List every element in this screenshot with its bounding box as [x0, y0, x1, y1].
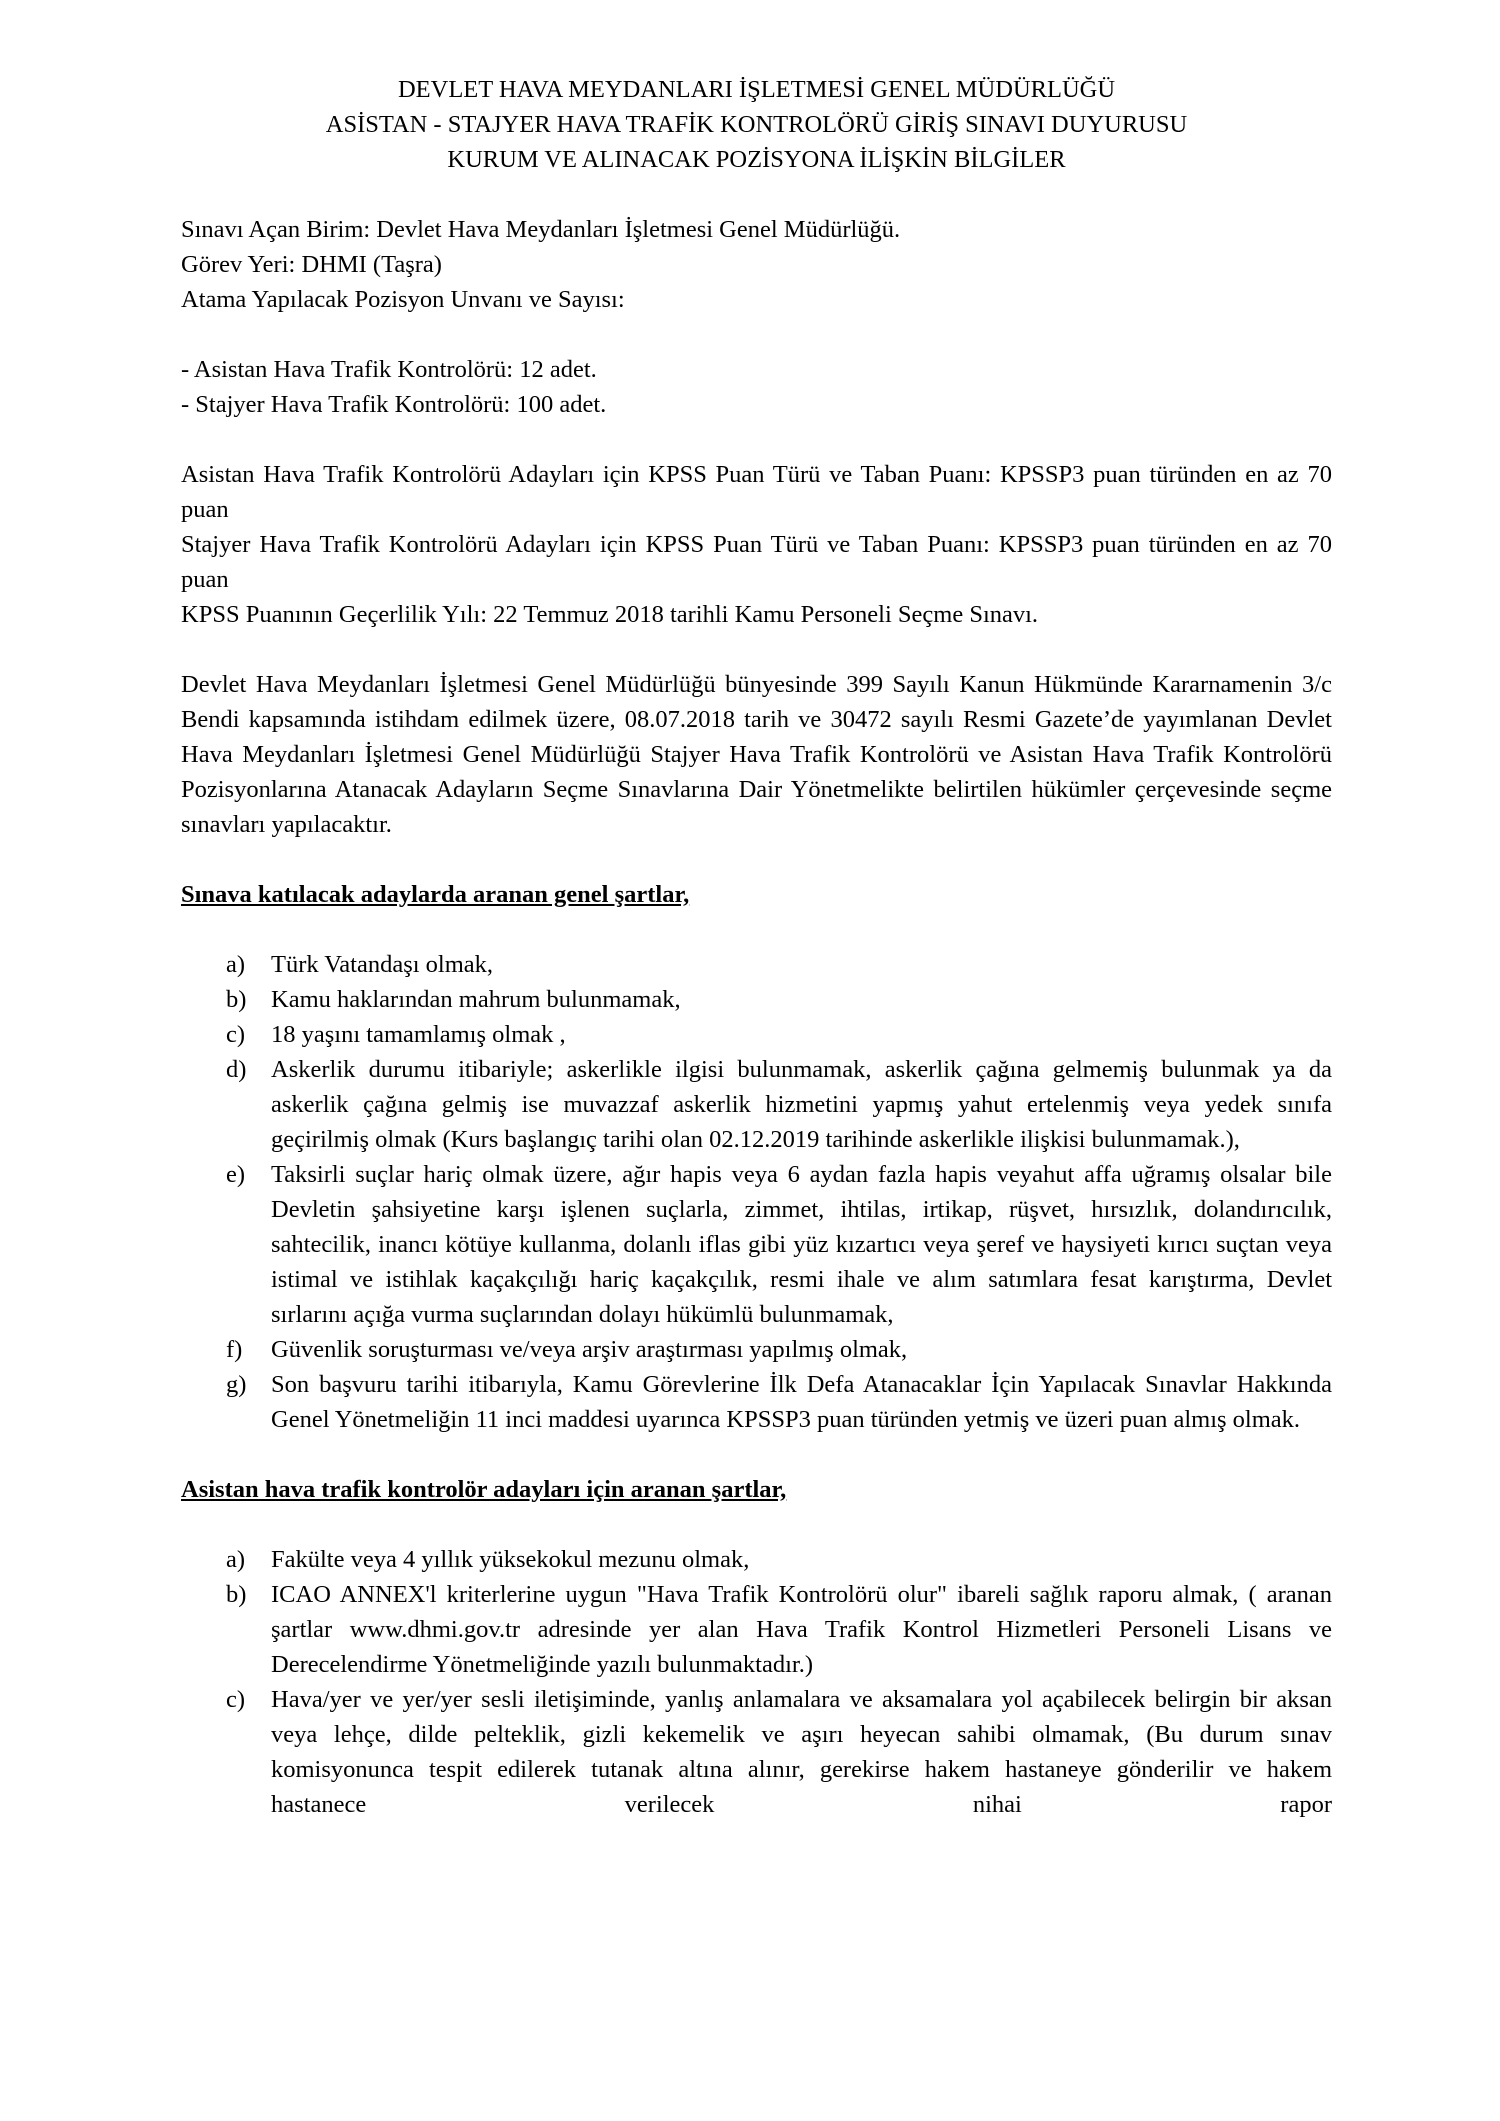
info-line: Atama Yapılacak Pozisyon Unvanı ve Sayısı:: [181, 286, 625, 313]
position-line: - Asistan Hava Trafik Kontrolörü: 12 adet.: [181, 356, 597, 383]
kpss-line: Asistan Hava Trafik Kontrolörü Adayları için KPSS Puan Türü ve Taban Puanı: KPSSP3 puan türünden en az 70 puan: [181, 461, 1332, 523]
kpss-line: Stajyer Hava Trafik Kontrolörü Adayları için KPSS Puan Türü ve Taban Puanı: KPSSP3 puan türünden en az 70 puan: [181, 531, 1332, 593]
item-label: d): [226, 1056, 247, 1083]
item-label: c): [226, 1686, 246, 1713]
assistant-requirements-list: [181, 1542, 1332, 1822]
list-item: [181, 982, 1332, 1017]
list-item: [181, 1052, 1332, 1157]
item-text: 18 yaşını tamamlamış olmak ,: [271, 1021, 566, 1048]
item-text: Türk Vatandaşı olmak,: [271, 951, 494, 978]
item-label: f): [226, 1336, 243, 1363]
info-line: Görev Yeri: DHMI (Taşra): [181, 251, 442, 278]
document-page: [181, 72, 1332, 1857]
item-text: Son başvuru tarihi itibarıyla, Kamu Görevlerine İlk Defa Atanacaklar İçin Yapılacak Sınavlar Hakkında Genel Yönetmeliğin 11 inci maddesi uyarınca KPSSP3 puan türünden yetmiş ve üzeri puan almış olmak.: [271, 1371, 1332, 1433]
title-line: KURUM VE ALINACAK POZİSYONA İLİŞKİN BİLGİLER: [447, 146, 1066, 173]
title-line: ASİSTAN - STAJYER HAVA TRAFİK KONTROLÖRÜ GİRİŞ SINAVI DUYURUSU: [325, 111, 1188, 138]
item-text: Kamu haklarından mahrum bulunmamak,: [271, 986, 681, 1013]
institution-info: [181, 212, 1332, 317]
list-item: [181, 1017, 1332, 1052]
list-item: [181, 1682, 1332, 1822]
item-text: Güvenlik soruşturması ve/veya arşiv araştırması yapılmış olmak,: [271, 1336, 908, 1363]
document-title: [181, 72, 1332, 177]
list-item: [181, 947, 1332, 982]
list-item: [181, 1542, 1332, 1577]
item-text: Taksirli suçlar hariç olmak üzere, ağır hapis veya 6 aydan fazla hapis veyahut affa uğramış olsalar bile Devletin şahsiyetine karşı işlenen suçlarla, zimmet, ihtilas, irtikap, rüşvet, hırsızlık, dolandırıcılık, sahtecilik, inancı kötüye kullanma, dolanlı iflas gibi yüz kızartıcı veya şeref ve haysiyeti kırıcı suçtan veya istimal ve istihlak kaçakçılığı hariç kaçakçılık, resmi ihale ve alım satımlara fesat karıştırma, Devlet sırlarını açığa vurma suçlarından dolayı hükümlü bulunmamak,: [271, 1161, 1332, 1328]
item-label: a): [226, 1546, 246, 1573]
item-label: g): [226, 1371, 247, 1398]
list-item: [181, 1332, 1332, 1367]
item-text: Hava/yer ve yer/yer sesli iletişiminde, yanlış anlamalara ve aksamalara yol açabilecek belirgin bir aksan veya lehçe, dilde pelteklik, gizli kekemelik ve aşırı heyecan sahibi olmamak, (Bu durum sınav komisyonunca tespit edilerek tutanak altına alınır, gerekirse hakem hastaneye gönderilir ve hakem hastanece verilecek nihai rapor: [271, 1686, 1332, 1818]
item-label: e): [226, 1161, 246, 1188]
item-label: a): [226, 951, 246, 978]
item-label: b): [226, 986, 247, 1013]
list-item: [181, 1157, 1332, 1332]
general-requirements-heading: Sınava katılacak adaylarda aranan genel şartlar,: [181, 881, 690, 908]
info-line: Sınavı Açan Birim: Devlet Hava Meydanları İşletmesi Genel Müdürlüğü.: [181, 216, 901, 243]
kpss-info: [181, 457, 1332, 632]
item-text: Askerlik durumu itibariyle; askerlikle ilgisi bulunmamak, askerlik çağına gelmemiş bulunmak ya da askerlik çağına gelmiş ise muvazzaf askerlik hizmetini yapmış yahut ertelenmiş veya yedek sınıfa geçirilmiş olmak (Kurs başlangıç tarihi olan 02.12.2019 tarihinde askerlikle ilişkisi bulunmamak.),: [271, 1056, 1332, 1153]
general-requirements-list: [181, 947, 1332, 1437]
item-text: Fakülte veya 4 yıllık yüksekokul mezunu olmak,: [271, 1546, 750, 1573]
item-label: c): [226, 1021, 246, 1048]
title-line: DEVLET HAVA MEYDANLARI İŞLETMESİ GENEL MÜDÜRLÜĞÜ: [397, 76, 1116, 103]
position-line: - Stajyer Hava Trafik Kontrolörü: 100 adet.: [181, 391, 607, 418]
position-counts: [181, 352, 1332, 422]
kpss-line: KPSS Puanının Geçerlilik Yılı: 22 Temmuz 2018 tarihli Kamu Personeli Seçme Sınavı.: [181, 601, 1039, 628]
list-item: [181, 1577, 1332, 1682]
assistant-requirements-heading: Asistan hava trafik kontrolör adayları için aranan şartlar,: [181, 1476, 787, 1503]
item-label: b): [226, 1581, 247, 1608]
intro-paragraph: Devlet Hava Meydanları İşletmesi Genel Müdürlüğü bünyesinde 399 Sayılı Kanun Hükmünde Kararnamenin 3/c Bendi kapsamında istihdam edilmek üzere, 08.07.2018 tarih ve 30472 sayılı Resmi Gazete’de yayımlanan Devlet Hava Meydanları İşletmesi Genel Müdürlüğü Stajyer Hava Trafik Kontrolörü ve Asistan Hava Trafik Kontrolörü Pozisyonlarına Atanacak Adayların Seçme Sınavlarına Dair Yönetmelikte belirtilen hükümler çerçevesinde seçme sınavları yapılacaktır.: [181, 671, 1332, 838]
item-text: ICAO ANNEX'l kriterlerine uygun "Hava Trafik Kontrolörü olur" ibareli sağlık raporu almak, ( aranan şartlar www.dhmi.gov.tr adresinde yer alan Hava Trafik Kontrol Hizmetleri Personeli Lisans ve Derecelendirme Yönetmeliğinde yazılı bulunmaktadır.): [271, 1581, 1332, 1678]
list-item: [181, 1367, 1332, 1437]
